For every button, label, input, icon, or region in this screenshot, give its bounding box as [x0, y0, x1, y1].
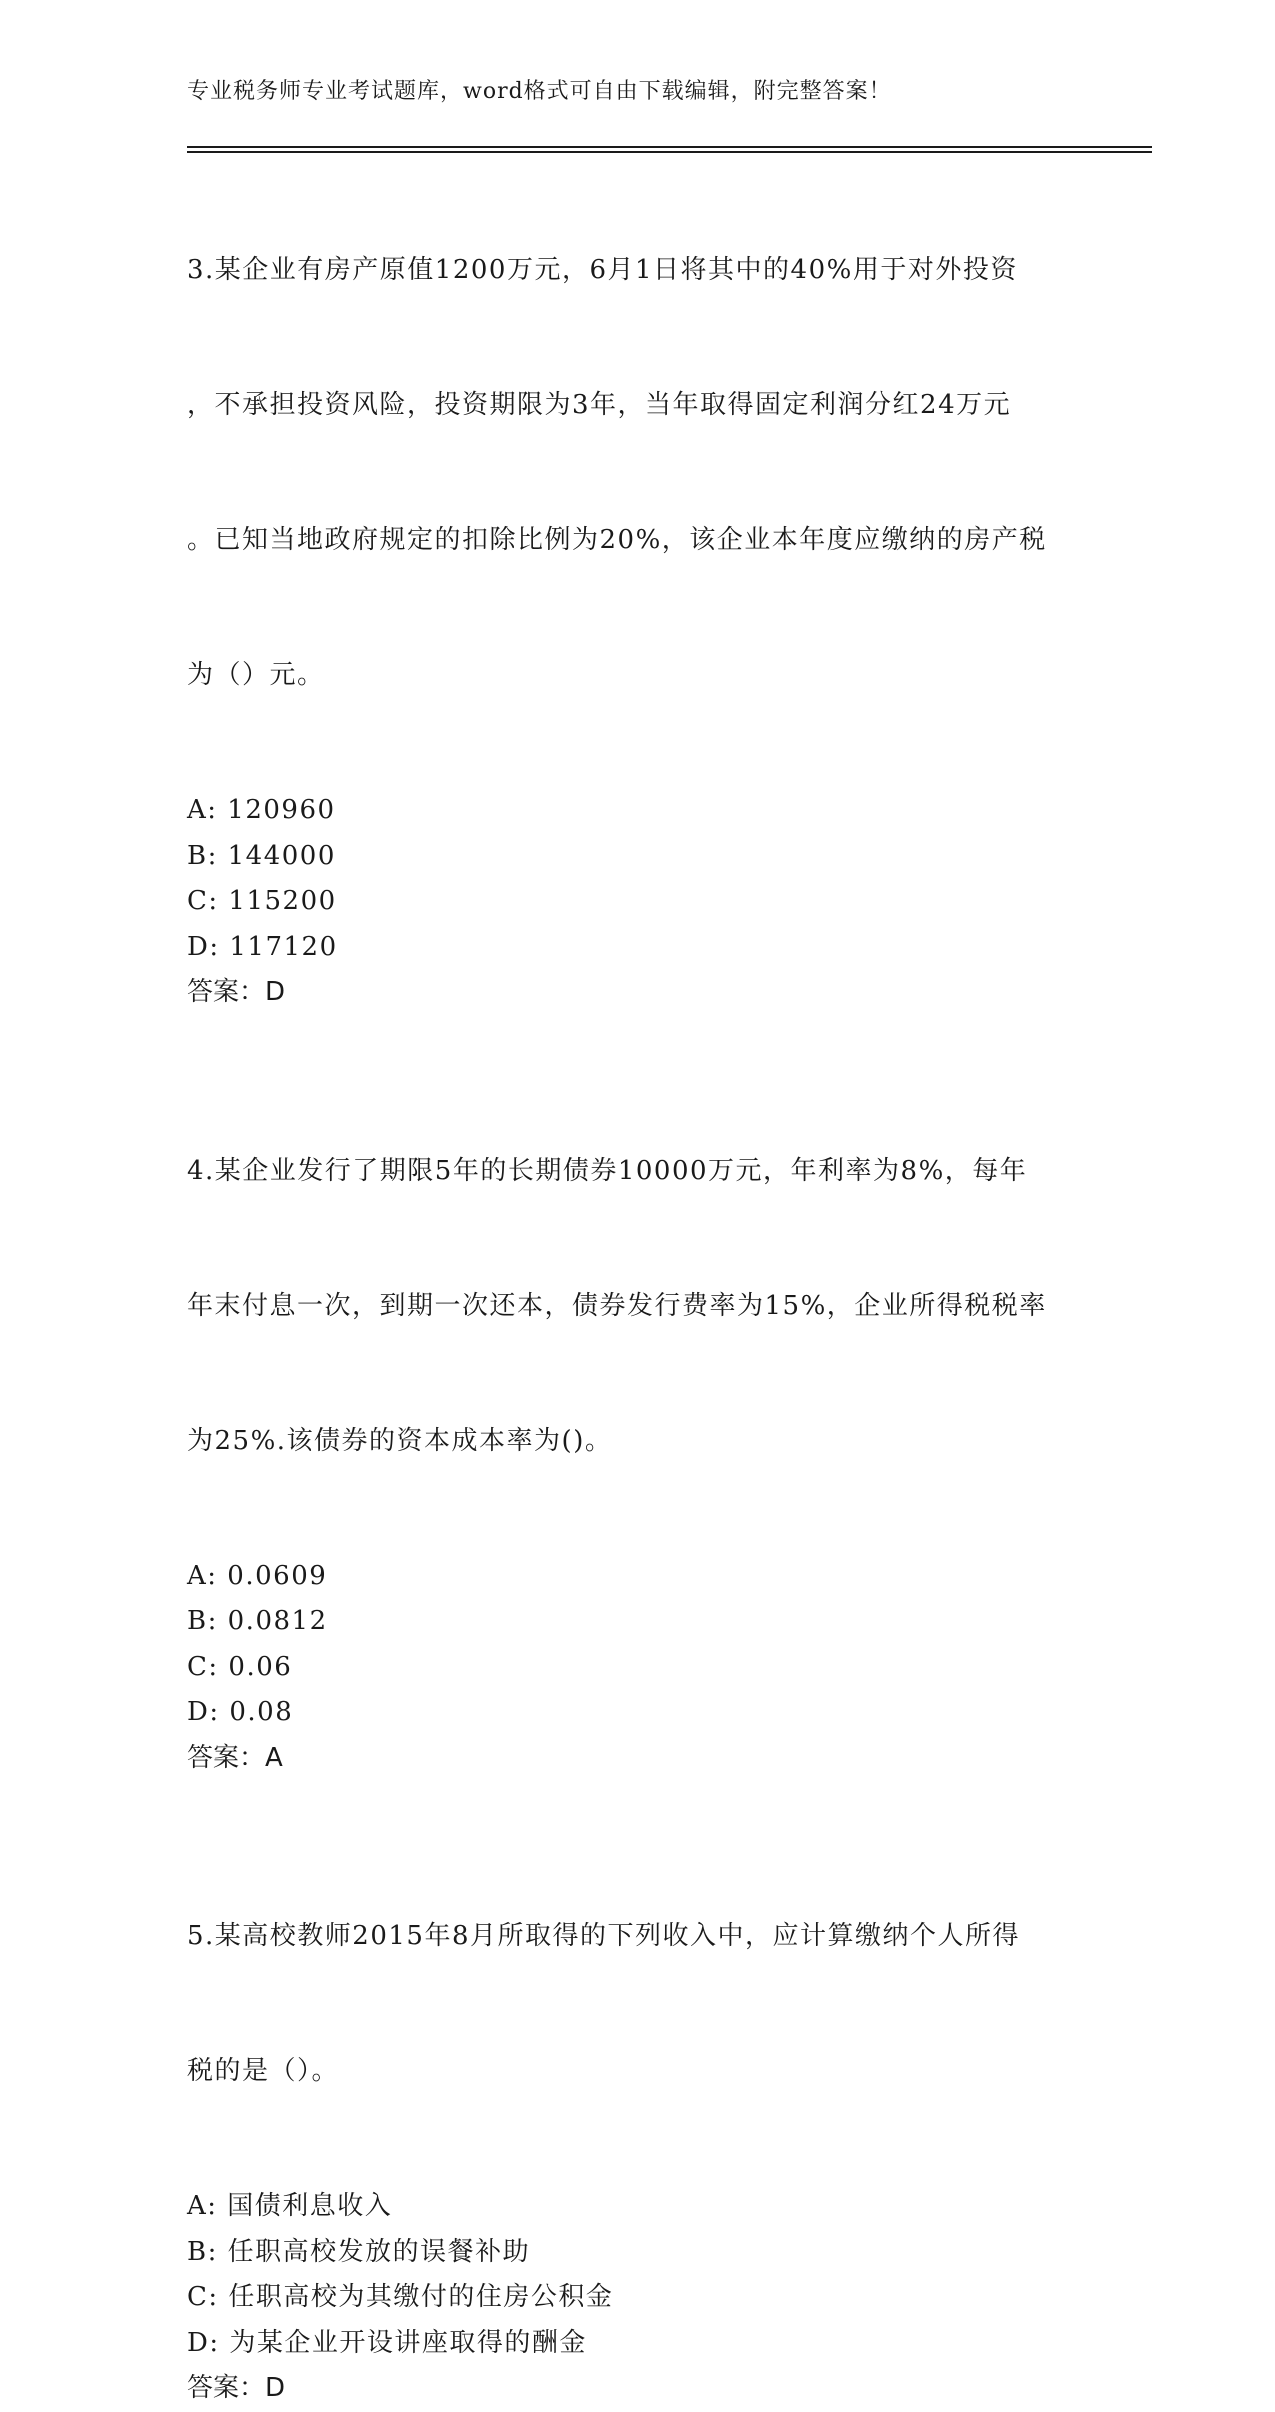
- question-stem-line: 年末付息一次，到期一次还本，债券发行费率为15%，企业所得税税率: [187, 1290, 1047, 1321]
- question-4: [187, 1059, 1087, 1782]
- option-b: B: 144000: [187, 840, 336, 871]
- option-d: D: 为某企业开设讲座取得的酬金: [187, 2327, 587, 2358]
- question-3: [187, 158, 1087, 1016]
- option-a: A: 国债利息收入: [187, 2191, 393, 2221]
- option-b: B: 0.0812: [187, 1606, 328, 1636]
- option-a: A: 120960: [187, 795, 336, 825]
- option-d: D: 117120: [187, 931, 338, 962]
- question-stem-line: 。已知当地政府规定的扣除比例为20%，该企业本年度应缴纳的房产税: [187, 525, 1047, 555]
- option-d: D: 0.08: [187, 1697, 294, 1727]
- option-a: A: 0.0609: [187, 1560, 328, 1591]
- answer-label: 答案：D: [187, 2373, 286, 2403]
- option-c: C: 0.06: [187, 1651, 293, 1682]
- option-b: B: 任职高校发放的误餐补助: [187, 2236, 531, 2267]
- option-c: C: 任职高校为其缴付的住房公积金: [187, 2282, 614, 2312]
- question-stem: [187, 1059, 1087, 1554]
- answer-label: 答案：A: [187, 1742, 283, 1773]
- question-stem: [187, 158, 1087, 788]
- question-5: [187, 1824, 1087, 2412]
- question-stem-line: 为（）元。: [187, 660, 325, 690]
- question-stem-line: 5.某高校教师2015年8月所取得的下列收入中，应计算缴纳个人所得: [187, 1921, 1021, 1951]
- question-list: [187, 158, 1087, 2412]
- page-header: 专业税务师专业考试题库，word格式可自由下载编辑，附完整答案！: [187, 79, 892, 104]
- question-stem-line: 税的是（）。: [187, 2056, 340, 2086]
- question-stem-line: ，不承担投资风险，投资期限为3年，当年取得固定利润分红24万元: [187, 390, 1012, 420]
- answer-label: 答案：D: [187, 977, 286, 1007]
- header-rule-top: [187, 146, 1152, 148]
- question-stem-line: 为25%.该债券的资本成本率为()。: [187, 1425, 613, 1456]
- option-c: C: 115200: [187, 886, 337, 916]
- question-stem-line: 3.某企业有房产原值1200万元，6月1日将其中的40%用于对外投资: [187, 255, 1018, 285]
- question-stem-line: 4.某企业发行了期限5年的长期债券10000万元，年利率为8%，每年: [187, 1155, 1028, 1186]
- question-stem: [187, 1824, 1087, 2184]
- header-rule-bottom: [187, 151, 1152, 153]
